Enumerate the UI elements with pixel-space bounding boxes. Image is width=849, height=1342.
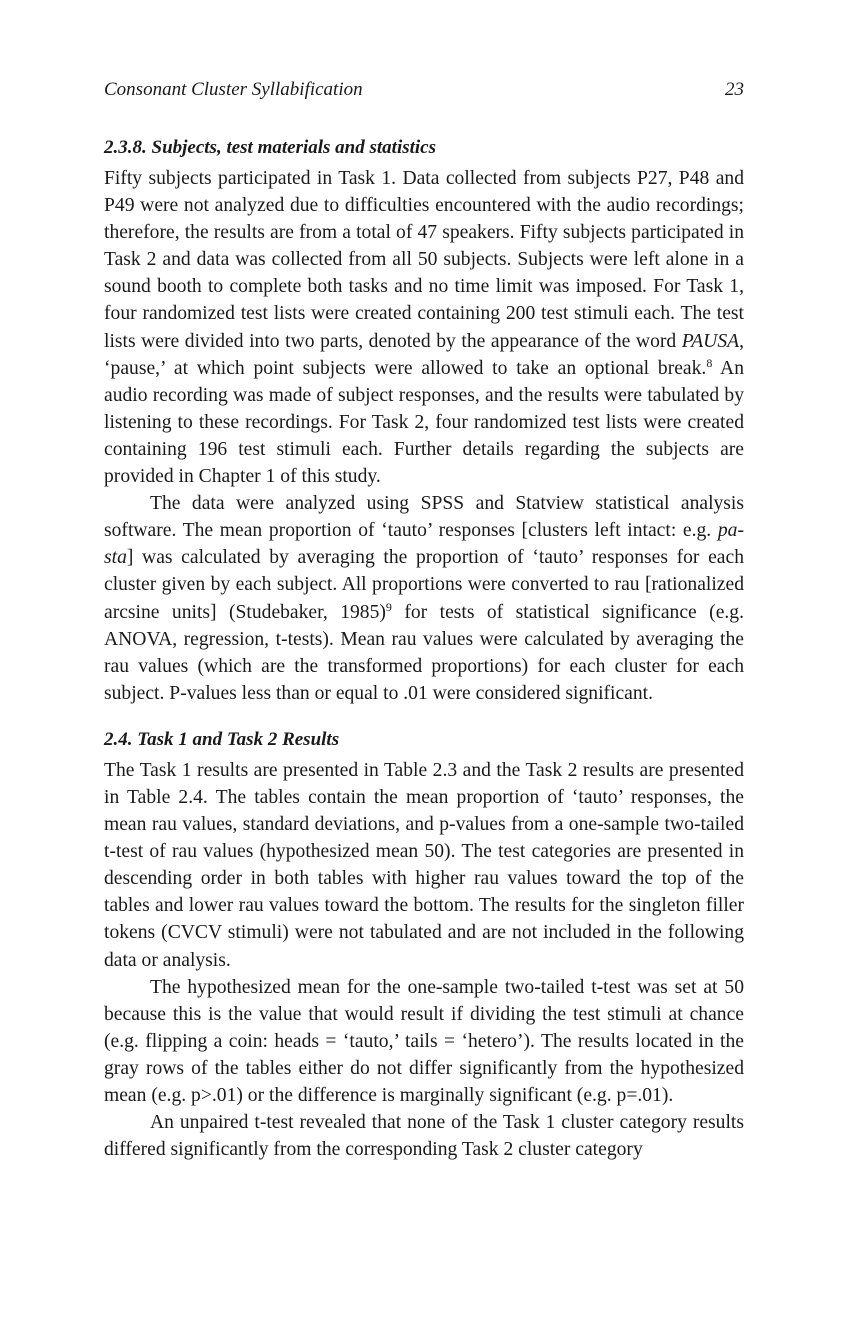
footnote-marker-9[interactable]: 9: [385, 599, 392, 614]
paragraph-unpaired-t-test: An unpaired t-test revealed that none of the Task 1 cluster category results differed significantly from the corresponding Task 2 cluster category: [104, 1112, 744, 1161]
running-head: [104, 76, 744, 104]
book-page: [104, 76, 744, 1163]
italic-example-pa-sta: pa-sta: [104, 520, 744, 569]
text-run: An audio recording was made of subject responses, and the results were tabulated by listening to these recordings. For Task 2, four randomized test lists were created containing 196 test stimuli each. Further details regarding the subjects are provided in Chapter 1 of this study.: [104, 357, 744, 488]
text-run: ] was calculated by averaging the proportion of ‘tauto’ responses for each cluster given by each subject. All proportions were converted to rau [rationalized arcsine units] (Studebaker, 1985): [104, 547, 744, 623]
text-run: Fifty subjects participated in Task 1. Data collected from subjects P27, P48 and P49 were not analyzed due to difficulties encountered with the audio recordings; therefore, the results are from a total of 47 speakers. Fifty subjects participated in Task 2 and data was collected from all 50 subjects. Subjects were left alone in a sound booth to complete both tasks and no time limit was imposed. For Task 1, four randomized test lists were created containing 200 test stimuli each. The test lists were divided into two parts, denoted by the appearance of the word: [104, 168, 744, 352]
paragraph-results-intro: The Task 1 results are presented in Table 2.3 and the Task 2 results are presented in Table 2.4. The tables contain the mean proportion of ‘tauto’ responses, the mean rau values, standard deviations, and p-values from a one-sample two-tailed t-test of rau values (hypothesized mean 50). The test categories are presented in descending order in both tables with higher rau values toward the top of the tables and lower rau values toward the bottom. The results for the singleton filler tokens (CVCV stimuli) were not tabulated and are not included in the following data or analysis.: [104, 759, 744, 971]
section-heading-2-4: 2.4. Task 1 and Task 2 Results: [104, 728, 340, 750]
paragraph-hypothesized-mean: The hypothesized mean for the one-sample two-tailed t-test was set at 50 because this is the value that would result if dividing the test stimuli at chance (e.g. flipping a coin: heads = ‘tauto,’ tails = ‘hetero’). The results located in the gray rows of the tables either do not differ significantly from the hypothesized mean (e.g. p>.01) or the difference is marginally significant (e.g. p=.01).: [104, 976, 744, 1106]
section-heading-2-3-8: 2.3.8. Subjects, test materials and statistics: [104, 137, 436, 158]
text-run: for tests of statistical significance (e.g. ANOVA, regression, t-tests). Mean rau values were calculated by averaging the rau values (which are the transformed proportions) for each cluster for each subject. P-values less than or equal to .01 were considered significant.: [104, 601, 744, 704]
page-number: 23: [725, 79, 744, 100]
italic-word-pausa: PAUSA: [681, 330, 740, 352]
paragraph-statistics: [104, 490, 744, 707]
text-run: , ‘pause,’ at which point subjects were allowed to take an optional break.: [104, 330, 744, 379]
paragraph-subjects: [104, 165, 744, 490]
text-run: The data were analyzed using SPSS and Statview statistical analysis software. The mean proportion of ‘tauto’ responses [clusters left intact: e.g.: [104, 493, 744, 542]
footnote-marker-8[interactable]: 8: [706, 355, 713, 370]
running-head-title: Consonant Cluster Syllabification: [104, 79, 363, 100]
